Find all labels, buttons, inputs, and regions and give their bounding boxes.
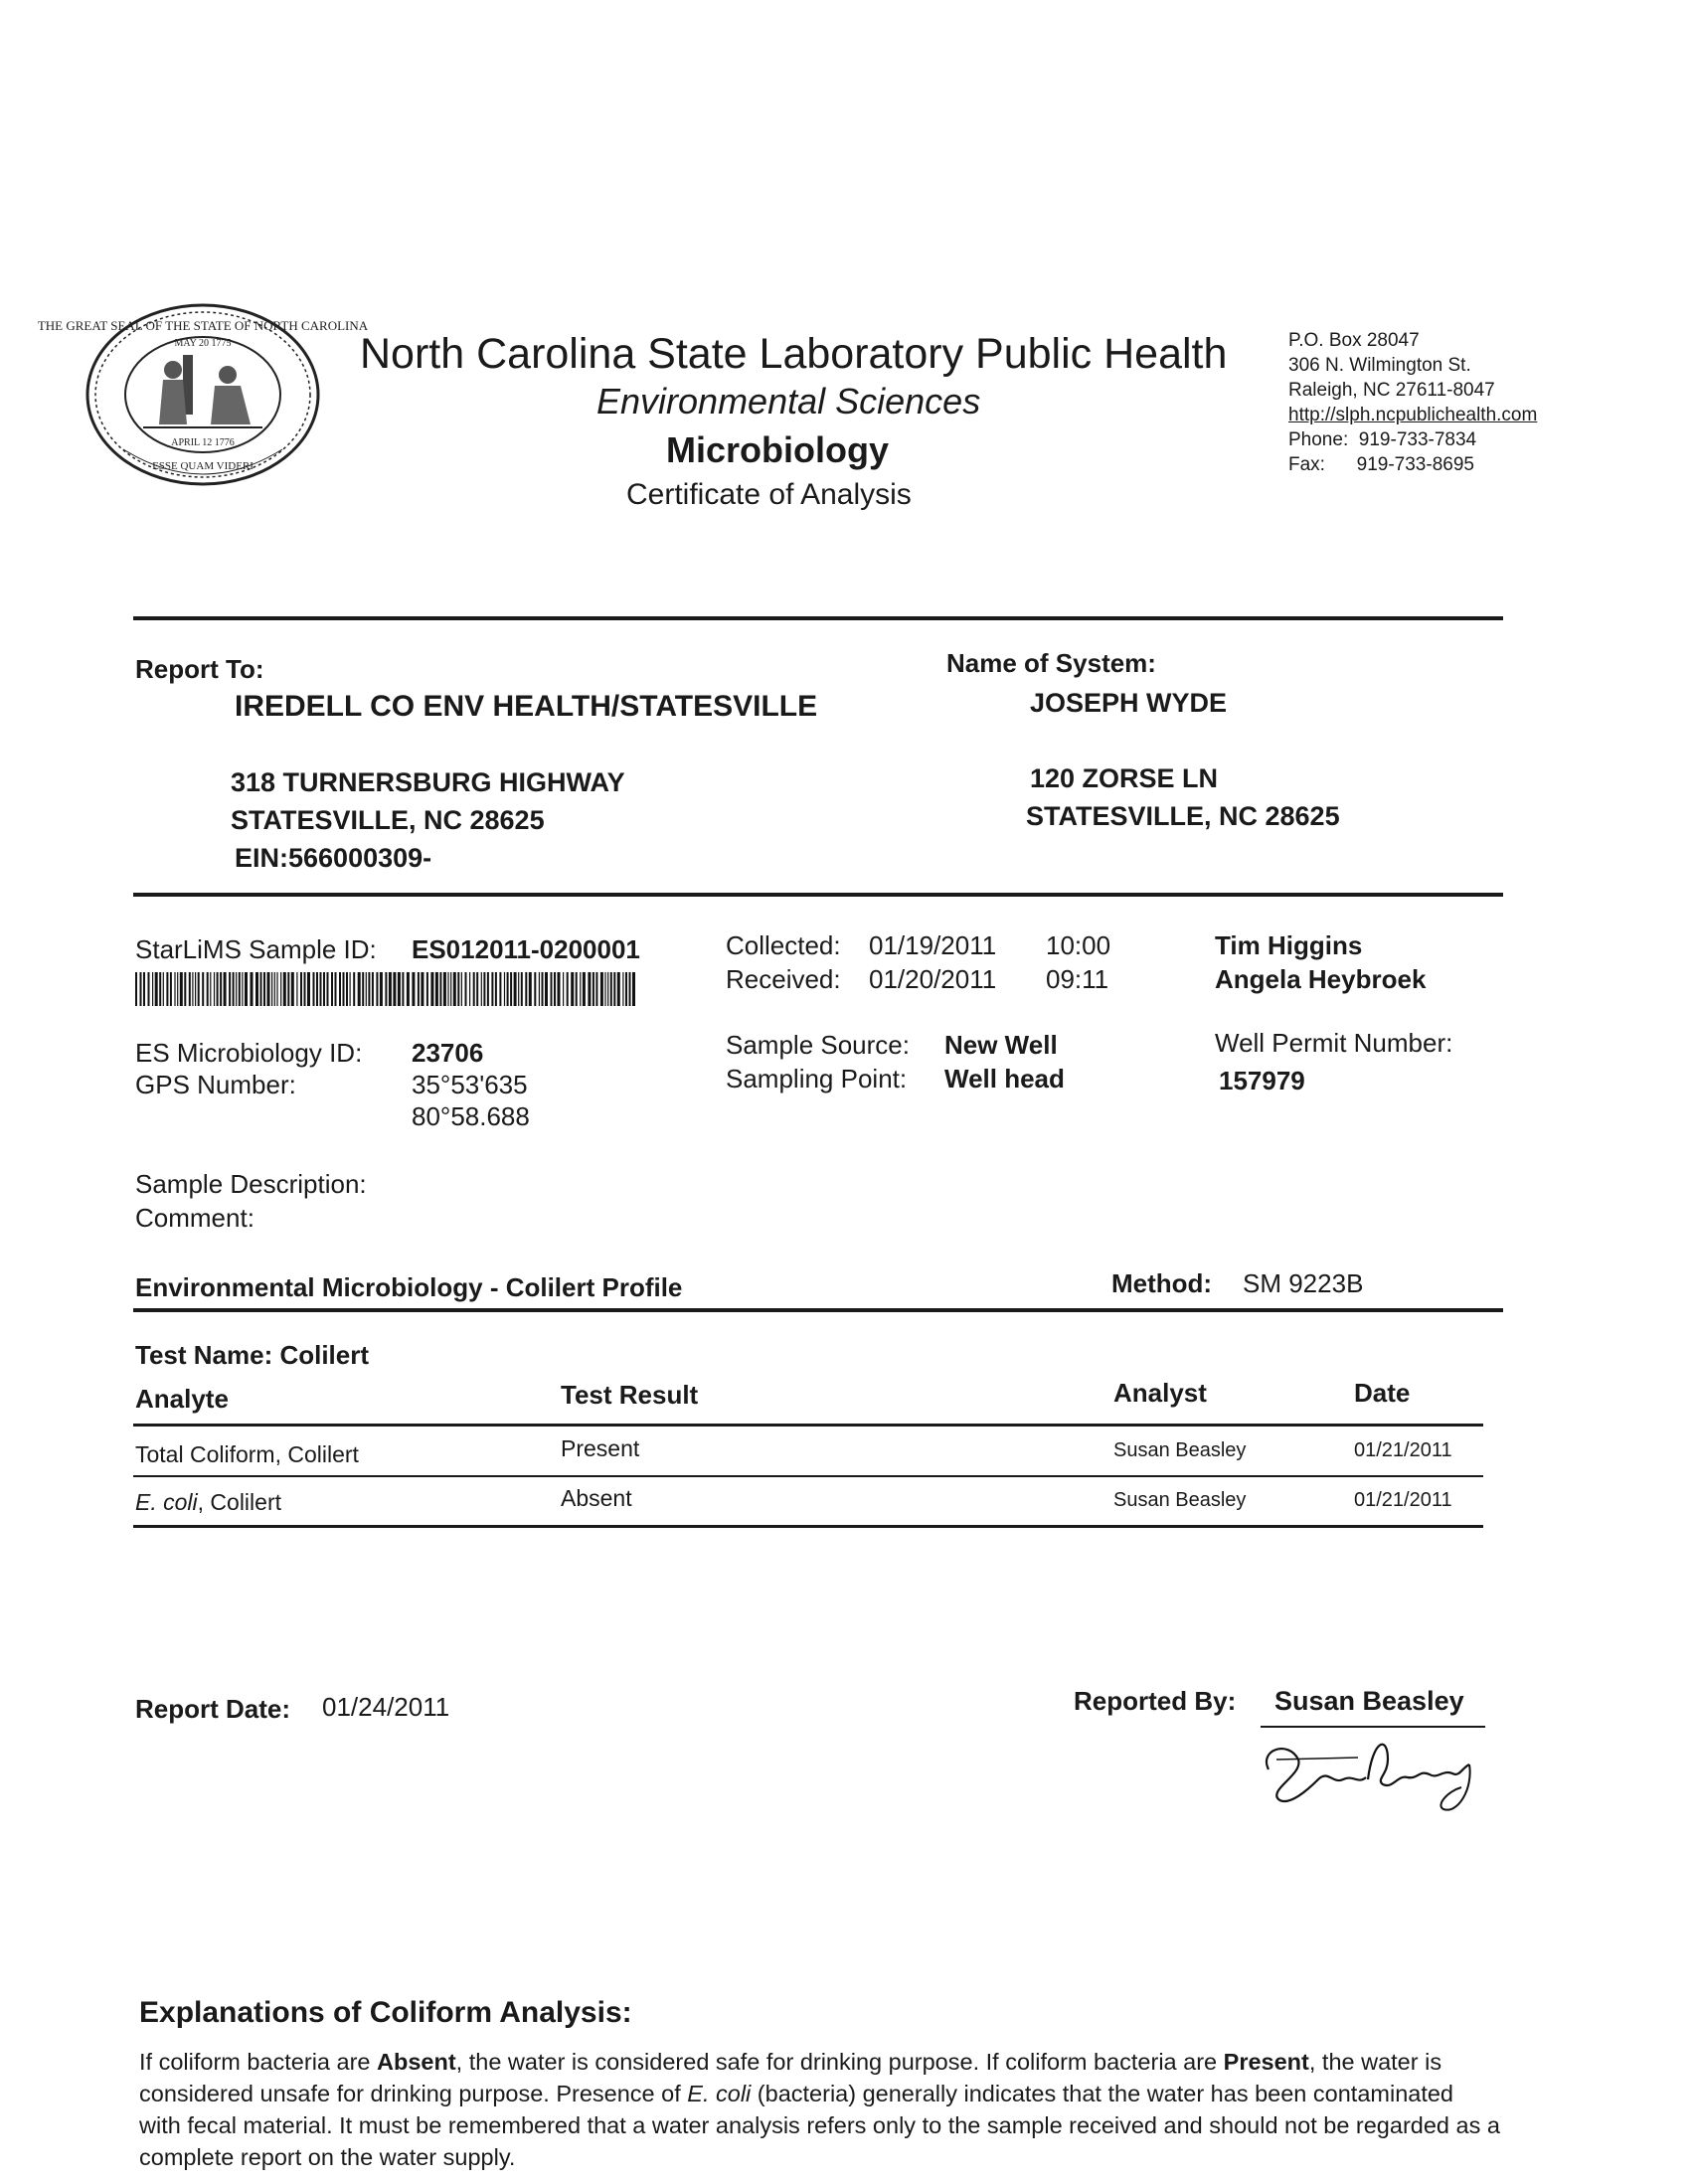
barcode-bar xyxy=(362,972,364,1006)
table-row-divider xyxy=(133,1475,1483,1477)
barcode-bar xyxy=(260,972,262,1006)
barcode-bar xyxy=(465,972,467,1006)
result-value: Present xyxy=(561,1435,640,1461)
lab-subtitle: Environmental Sciences xyxy=(596,381,981,421)
col-analyte: Analyte xyxy=(135,1384,229,1414)
received-date: 01/20/2011 xyxy=(869,964,997,994)
barcode-bar xyxy=(159,972,161,1006)
analyte-em: E. coli xyxy=(135,1489,198,1515)
barcode-bar xyxy=(251,972,254,1006)
result-value: Absent xyxy=(561,1485,632,1511)
barcode-bar xyxy=(461,972,462,1006)
barcode-bar xyxy=(529,972,532,1006)
barcode-bar xyxy=(296,972,297,1006)
barcode-bar xyxy=(304,972,306,1006)
barcode-bar xyxy=(521,972,523,1006)
collected-label: Collected: xyxy=(726,930,841,960)
explanation-text xyxy=(139,2046,1501,2173)
barcode-bar xyxy=(320,972,322,1006)
barcode-bar xyxy=(300,972,302,1006)
barcode-bar xyxy=(189,972,191,1006)
table-row xyxy=(135,1441,359,1468)
received-label: Received: xyxy=(726,964,841,994)
col-analyst: Analyst xyxy=(1113,1378,1207,1408)
barcode-bar xyxy=(593,972,594,1006)
barcode-bar xyxy=(402,972,404,1006)
barcode-bar xyxy=(504,972,505,1006)
header-divider xyxy=(133,616,1503,620)
barcode-bar xyxy=(271,972,272,1006)
barcode-bar xyxy=(166,972,168,1006)
barcode-bar xyxy=(327,972,329,1006)
starlims-id-value: ES012011-0200001 xyxy=(412,934,640,964)
barcode-bar xyxy=(607,972,608,1006)
barcode-bar xyxy=(366,972,367,1006)
barcode-bar xyxy=(202,972,204,1006)
seal-date-bottom: APRIL 12 1776 xyxy=(171,437,235,448)
barcode-bar xyxy=(255,972,258,1006)
analyst-name: Susan Beasley xyxy=(1113,1439,1247,1461)
report-to-ein: EIN:566000309- xyxy=(235,843,432,873)
seal-text-top: THE GREAT SEAL OF THE STATE OF NORTH CAROLINA xyxy=(37,318,369,333)
analyte: , Colilert xyxy=(197,1489,281,1515)
barcode-bar xyxy=(510,972,512,1006)
barcode-bar xyxy=(283,972,286,1006)
signature-underline xyxy=(1261,1726,1485,1728)
barcode-bar xyxy=(180,972,183,1006)
barcode-bar xyxy=(163,972,164,1006)
reported-by-label: Reported By: xyxy=(1074,1686,1237,1716)
barcode-bar xyxy=(214,972,215,1006)
barcode-bar xyxy=(469,972,470,1006)
method-value: SM 9223B xyxy=(1243,1268,1364,1298)
barcode-bar xyxy=(476,972,478,1006)
barcode-bar xyxy=(316,972,318,1006)
sampling-point-value: Well head xyxy=(944,1064,1065,1093)
barcode-bar xyxy=(135,972,137,1006)
barcode-bar xyxy=(207,972,209,1006)
barcode-bar xyxy=(407,972,410,1006)
barcode-bar xyxy=(558,972,561,1006)
col-date: Date xyxy=(1354,1378,1411,1408)
barcode-bar xyxy=(534,972,536,1006)
barcode-bar xyxy=(580,972,581,1006)
barcode-bar xyxy=(313,972,315,1006)
barcode-bar xyxy=(525,972,527,1006)
collected-time: 10:00 xyxy=(1046,930,1111,960)
es-id-label: ES Microbiology ID: xyxy=(135,1038,363,1068)
sample-barcode xyxy=(135,972,634,1006)
barcode-bar xyxy=(483,972,485,1006)
barcode-bar xyxy=(539,972,540,1006)
barcode-bar xyxy=(335,972,337,1006)
barcode-bar xyxy=(481,972,482,1006)
barcode-bar xyxy=(389,972,392,1006)
expl-part-4: (bacteria) generally indicates that the water has been contaminated with fecal material. It must be remembered that a water analysis refers only to the sample received and should not be regarded as a complete report on the water supply. xyxy=(139,2081,1500,2170)
handwritten-signature xyxy=(1249,1730,1487,1819)
barcode-bar xyxy=(276,972,277,1006)
well-permit-label: Well Permit Number: xyxy=(1215,1028,1453,1058)
barcode-bar xyxy=(184,972,186,1006)
expl-part-1: If coliform bacteria are xyxy=(139,2049,378,2075)
barcode-bar xyxy=(346,972,348,1006)
barcode-bar xyxy=(239,972,241,1006)
barcode-bar xyxy=(245,972,248,1006)
gps-latitude: 35°53'635 xyxy=(412,1070,528,1099)
barcode-bar xyxy=(170,972,172,1006)
barcode-bar xyxy=(610,972,612,1006)
profile-name: Environmental Microbiology - Colilert Profile xyxy=(135,1272,683,1302)
barcode-bar xyxy=(567,972,569,1006)
barcode-bar xyxy=(457,972,459,1006)
test-name: Test Name: Colilert xyxy=(135,1340,370,1370)
table-row xyxy=(135,1489,281,1516)
barcode-bar xyxy=(323,972,325,1006)
signature-text: Susan Beasley xyxy=(1249,1730,1256,1731)
system-name: JOSEPH WYDE xyxy=(1030,688,1228,718)
barcode-bar xyxy=(613,972,615,1006)
expl-part-3: , the water is considered unsafe for drinking purpose. Presence of xyxy=(139,2049,1442,2106)
barcode-bar xyxy=(622,972,623,1006)
barcode-bar xyxy=(267,972,270,1006)
es-id-value: 23706 xyxy=(412,1038,484,1068)
barcode-bar xyxy=(430,972,433,1006)
barcode-bar xyxy=(143,972,145,1006)
barcode-bar xyxy=(343,972,345,1006)
barcode-bar xyxy=(236,972,237,1006)
comment-label: Comment: xyxy=(135,1203,254,1233)
barcode-bar xyxy=(545,972,548,1006)
barcode-bar xyxy=(447,972,448,1006)
collector-name: Tim Higgins xyxy=(1215,930,1363,960)
phone-line xyxy=(1288,429,1476,451)
gps-longitude: 80°58.688 xyxy=(412,1101,530,1131)
seal-date-top: MAY 20 1775 xyxy=(174,338,232,349)
barcode-bar xyxy=(421,972,424,1006)
barcode-bar xyxy=(331,972,333,1006)
barcode-bar xyxy=(376,972,378,1006)
barcode-bar xyxy=(507,972,509,1006)
barcode-bar xyxy=(385,972,387,1006)
barcode-bar xyxy=(453,972,456,1006)
barcode-bar xyxy=(398,972,401,1006)
barcode-bar xyxy=(551,972,553,1006)
barcode-bar xyxy=(155,972,158,1006)
barcode-bar xyxy=(242,972,243,1006)
starlims-id-label: StarLiMS Sample ID: xyxy=(135,934,377,964)
gps-label: GPS Number: xyxy=(135,1070,296,1099)
barcode-bar xyxy=(473,972,475,1006)
barcode-bar xyxy=(576,972,578,1006)
sample-source-label: Sample Source: xyxy=(726,1030,910,1060)
barcode-bar xyxy=(220,972,222,1006)
reported-by-name: Susan Beasley xyxy=(1274,1686,1464,1716)
barcode-bar xyxy=(595,972,597,1006)
receiver-name: Angela Heybroek xyxy=(1215,964,1427,994)
barcode-bar xyxy=(307,972,310,1006)
well-permit-value: 157979 xyxy=(1219,1066,1305,1095)
barcode-bar xyxy=(514,972,517,1006)
website-link[interactable] xyxy=(1288,405,1537,426)
barcode-bar xyxy=(426,972,428,1006)
analyst-name: Susan Beasley xyxy=(1113,1489,1247,1511)
expl-present: Present xyxy=(1223,2049,1309,2075)
address-po-box: P.O. Box 28047 xyxy=(1288,330,1420,351)
barcode-bar xyxy=(632,972,635,1006)
fax-label: Fax: xyxy=(1288,454,1325,475)
explanation-title: Explanations of Coliform Analysis: xyxy=(139,1996,632,2029)
barcode-bar xyxy=(450,972,451,1006)
barcode-bar xyxy=(358,972,361,1006)
report-date-label: Report Date: xyxy=(135,1694,291,1724)
sampling-point-label: Sampling Point: xyxy=(726,1064,908,1093)
barcode-bar xyxy=(217,972,219,1006)
col-test-result: Test Result xyxy=(561,1380,699,1410)
barcode-bar xyxy=(380,972,383,1006)
report-to-city: STATESVILLE, NC 28625 xyxy=(231,805,545,835)
barcode-bar xyxy=(588,972,591,1006)
system-city: STATESVILLE, NC 28625 xyxy=(1026,801,1340,831)
address-city: Raleigh, NC 27611-8047 xyxy=(1288,380,1495,401)
barcode-bar xyxy=(443,972,446,1006)
barcode-bar xyxy=(280,972,281,1006)
phone-number: 919-733-7834 xyxy=(1358,429,1477,450)
barcode-bar xyxy=(625,972,627,1006)
barcode-bar xyxy=(195,972,196,1006)
barcode-bar xyxy=(499,972,501,1006)
system-street: 120 ZORSE LN xyxy=(1030,763,1219,793)
barcode-bar xyxy=(339,972,341,1006)
analysis-date: 01/21/2011 xyxy=(1354,1489,1452,1511)
barcode-bar xyxy=(495,972,497,1006)
seal-motto: ESSE QUAM VIDERI xyxy=(152,460,254,472)
barcode-bar xyxy=(393,972,396,1006)
barcode-bar xyxy=(174,972,175,1006)
lab-title: North Carolina State Laboratory Public Health xyxy=(360,330,1228,378)
barcode-bar xyxy=(600,972,603,1006)
barcode-bar xyxy=(518,972,519,1006)
report-divider xyxy=(133,893,1503,897)
barcode-bar xyxy=(554,972,556,1006)
table-header-divider xyxy=(133,1424,1483,1427)
table-bottom-divider xyxy=(133,1525,1483,1528)
document-type: Certificate of Analysis xyxy=(626,478,912,511)
barcode-bar xyxy=(412,972,415,1006)
barcode-bar xyxy=(583,972,586,1006)
barcode-bar xyxy=(287,972,289,1006)
barcode-bar xyxy=(491,972,493,1006)
analysis-date: 01/21/2011 xyxy=(1354,1439,1452,1461)
barcode-bar xyxy=(487,972,489,1006)
report-to-street: 318 TURNERSBURG HIGHWAY xyxy=(231,767,625,797)
barcode-bar xyxy=(224,972,227,1006)
barcode-bar xyxy=(571,972,574,1006)
barcode-bar xyxy=(210,972,211,1006)
barcode-bar xyxy=(274,972,275,1006)
barcode-bar xyxy=(435,972,438,1006)
barcode-bar xyxy=(629,972,631,1006)
barcode-bar xyxy=(563,972,564,1006)
received-time: 09:11 xyxy=(1046,964,1109,994)
expl-part-2: , the water is considered safe for drinking purpose. If coliform bacteria are xyxy=(455,2049,1224,2075)
fax-line xyxy=(1288,454,1474,476)
barcode-bar xyxy=(233,972,235,1006)
barcode-bar xyxy=(604,972,605,1006)
state-seal-logo xyxy=(37,300,369,489)
section-title: Microbiology xyxy=(666,429,889,470)
barcode-bar xyxy=(350,972,351,1006)
barcode-bar xyxy=(353,972,355,1006)
barcode-bar xyxy=(439,972,441,1006)
sample-source-value: New Well xyxy=(944,1030,1058,1060)
phone-label: Phone: xyxy=(1288,429,1349,450)
barcode-bar xyxy=(372,972,374,1006)
analyte: Total Coliform, Colilert xyxy=(135,1441,359,1467)
barcode-bar xyxy=(192,972,193,1006)
barcode-bar xyxy=(542,972,544,1006)
sample-description-label: Sample Description: xyxy=(135,1169,367,1199)
system-label: Name of System: xyxy=(946,648,1156,678)
barcode-bar xyxy=(148,972,150,1006)
expl-ecoli: E. coli xyxy=(687,2081,752,2106)
barcode-bar xyxy=(263,972,265,1006)
report-to-label: Report To: xyxy=(135,654,264,684)
profile-divider xyxy=(133,1308,1503,1312)
barcode-bar xyxy=(418,972,420,1006)
report-to-name: IREDELL CO ENV HEALTH/STATESVILLE xyxy=(235,690,818,723)
website-link-text[interactable]: http://slph.ncpublichealth.com xyxy=(1288,405,1538,425)
report-date-value: 01/24/2011 xyxy=(322,1692,450,1722)
barcode-bar xyxy=(617,972,620,1006)
fax-number: 919-733-8695 xyxy=(1356,454,1474,475)
address-street: 306 N. Wilmington St. xyxy=(1288,355,1471,376)
collected-date: 01/19/2011 xyxy=(869,930,997,960)
expl-absent: Absent xyxy=(377,2049,456,2075)
barcode-bar xyxy=(198,972,200,1006)
method-label: Method: xyxy=(1111,1268,1213,1298)
barcode-bar xyxy=(177,972,178,1006)
barcode-bar xyxy=(140,972,142,1006)
barcode-bar xyxy=(152,972,153,1006)
barcode-bar xyxy=(291,972,294,1006)
barcode-bar xyxy=(368,972,370,1006)
barcode-bar xyxy=(229,972,231,1006)
